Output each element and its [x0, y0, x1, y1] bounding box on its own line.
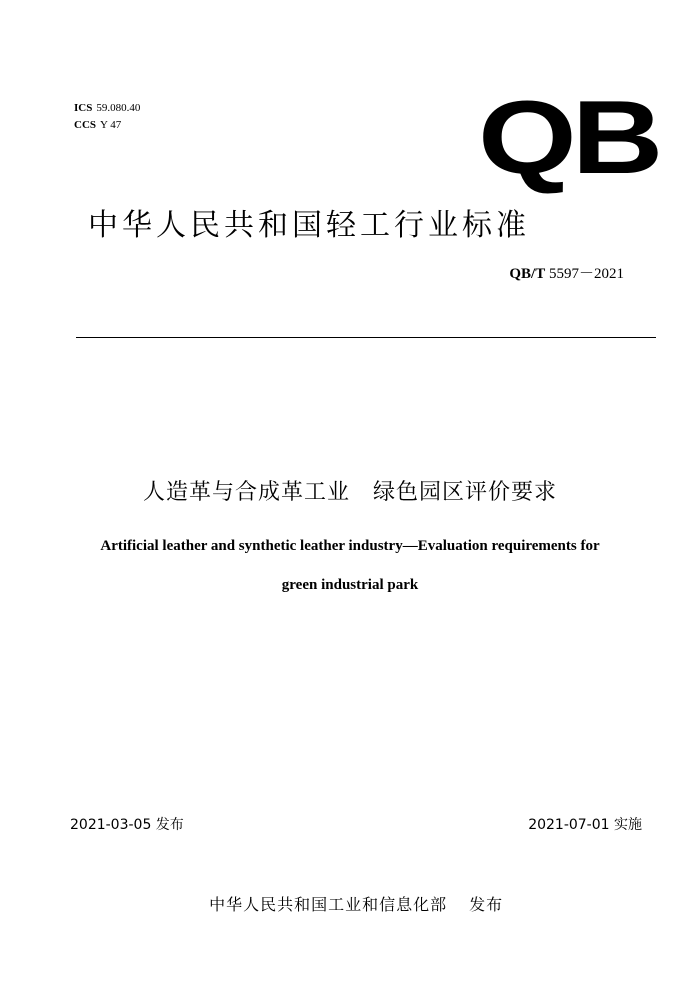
- ics-label: ICS: [74, 102, 93, 114]
- industry-standard-title: 中华人民共和国轻工行业标准: [88, 208, 530, 243]
- english-title-line-1: Artificial leather and synthetic leather industry—Evaluation requirements for: [100, 538, 600, 554]
- header-divider: [76, 337, 656, 338]
- standard-number: [509, 262, 624, 283]
- implementation-date: 2021-07-01 实施: [528, 817, 642, 833]
- issuing-authority: [0, 873, 700, 915]
- qb-logo: QB: [478, 80, 659, 196]
- ics-code: 59.080.40: [96, 102, 141, 114]
- ics-line: [74, 100, 140, 117]
- classification-codes: [74, 100, 140, 134]
- chinese-title: 人造革与合成革工业 绿色园区评价要求: [142, 480, 557, 505]
- english-title-line-2: green industrial park: [281, 577, 419, 593]
- standard-code: 5597－2021: [548, 266, 624, 282]
- issue-date: 2021-03-05 发布: [70, 817, 184, 833]
- issuer-name: 中华人民共和国工业和信息化部: [209, 895, 448, 914]
- ccs-line: [74, 117, 140, 134]
- standard-prefix: QB/T: [509, 266, 546, 282]
- ccs-label: CCS: [74, 119, 97, 131]
- issuer-action: 发布: [469, 895, 504, 914]
- ccs-code: Y 47: [100, 119, 122, 131]
